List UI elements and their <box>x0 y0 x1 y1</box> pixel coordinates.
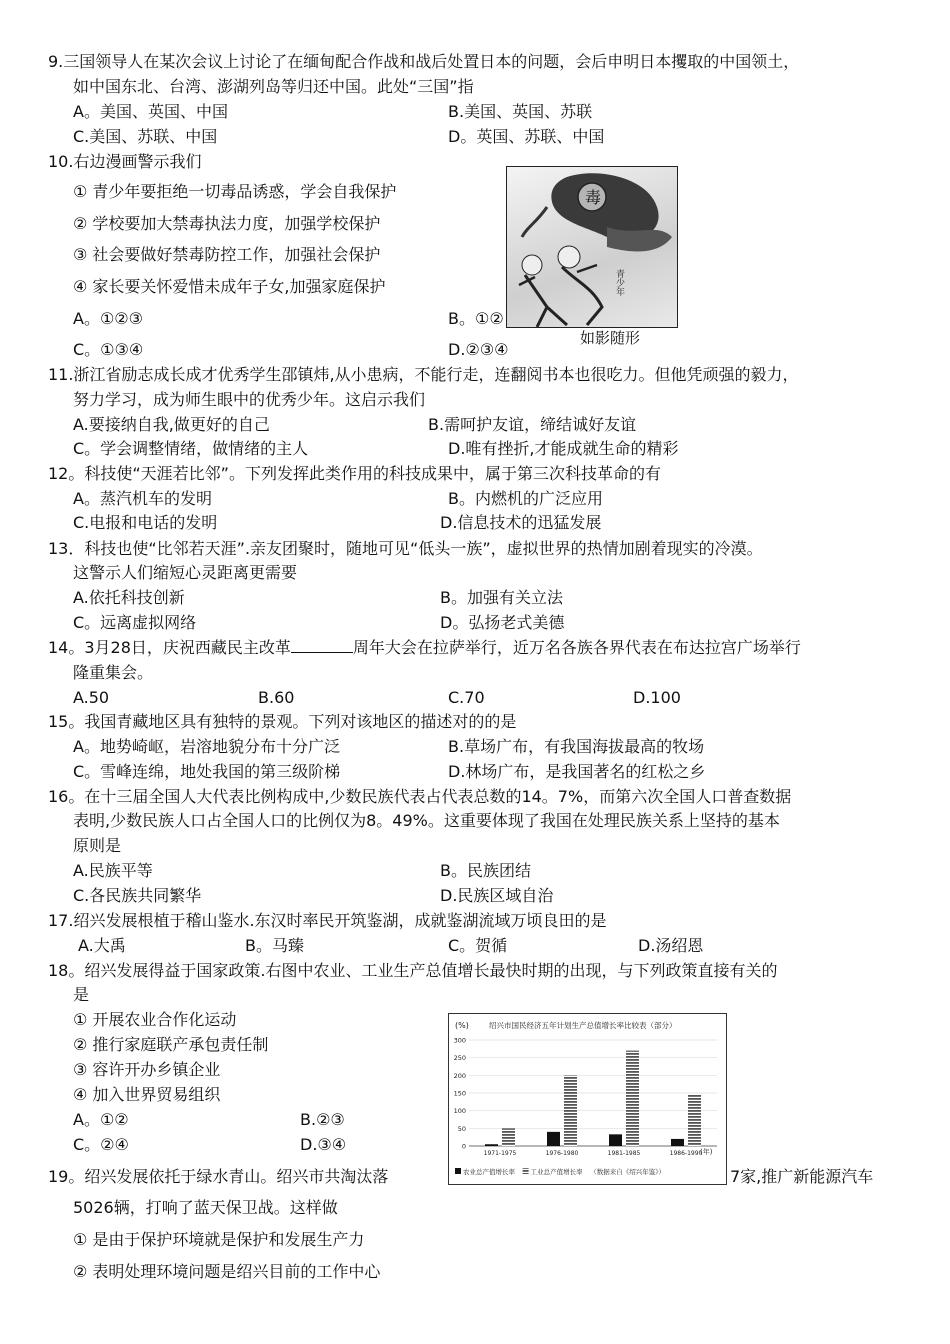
chart-title: 绍兴市国民经济五年计划生产总值增长率比较表（部分） <box>489 1021 677 1030</box>
q9-option-a: A。美国、英国、中国 <box>73 102 228 121</box>
q14-stem-line2: 隆重集会。 <box>73 663 154 682</box>
q18-option-c: C。②④ <box>73 1135 129 1154</box>
q18-statement-4: ④ 加入世界贸易组织 <box>73 1085 221 1104</box>
q13-stem-line1: 13．科技也使“比邻若天涯”.亲友团聚时，随地可见“低头一族”，虚拟世界的热情加剧着现实的冷漠。 <box>48 539 763 558</box>
q15-option-a: A。地势崎岖，岩溶地貌分布十分广泛 <box>73 737 340 756</box>
q19-statement-2: ② 表明处理环境问题是绍兴目前的工作中心 <box>73 1262 381 1281</box>
q10-option-c: C。①③④ <box>73 340 144 359</box>
q17-option-c: C。贺循 <box>448 936 508 955</box>
chart-bar <box>626 1051 639 1146</box>
q16-option-c: C.各民族共同繁华 <box>73 886 202 905</box>
q13-option-d: D。弘扬老式美德 <box>440 613 565 632</box>
q15-option-c: C。雪峰连绵，地处我国的第三级阶梯 <box>73 762 341 781</box>
q10-statement-4: ④ 家长要关怀爱惜未成年子女,加强家庭保护 <box>73 277 386 296</box>
q9-stem-line1: 9.三国领导人在某次会议上讨论了在缅甸配合作战和战后处置日本的问题，会后申明日本攫取的中国领土， <box>48 52 800 71</box>
q14-option-b: B.60 <box>258 688 295 707</box>
q16-option-b: B。民族团结 <box>440 861 531 880</box>
q18-stem-line1: 18。绍兴发展得益于国家政策.右图中农业、工业生产总值增长最快时期的出现，与下列政策直接有关的 <box>48 961 778 980</box>
q19-stem-line1-part1: 19。绍兴发展依托于绿水青山。绍兴市共淘汰落 <box>48 1167 389 1186</box>
chart-y-ticks <box>454 1037 466 1151</box>
chart-legend-label: 工业总产值增长率 <box>530 1168 583 1176</box>
q14-option-a: A.50 <box>73 688 110 707</box>
q14-option-d: D.100 <box>633 688 681 707</box>
q17-option-b: B。马臻 <box>245 936 304 955</box>
q12-option-b: B。内燃机的广泛应用 <box>448 489 603 508</box>
q18-stem-line2: 是 <box>73 985 90 1004</box>
q16-stem-line1: 16。在十三届全国人大代表比例构成中,少数民族代表占代表总数的14。7%，而第六次全国人口普查数据 <box>48 787 792 806</box>
chart-x-tick-label: 1981-1985 <box>607 1150 641 1157</box>
cartoon-image <box>506 166 678 328</box>
chart-legend-label: 农业总产值增长率 <box>463 1168 515 1176</box>
chart-legend <box>455 1167 665 1176</box>
q12-stem: 12。科技使“天涯若比邻”。下列发挥此类作用的科技成果中，属于第三次科技革命的有 <box>48 464 661 483</box>
growth-rate-chart <box>448 1013 727 1185</box>
q18-statement-1: ① 开展农业合作化运动 <box>73 1010 237 1029</box>
q14-option-c: C.70 <box>448 688 485 707</box>
q14-stem-part2: 周年大会在拉萨举行，近万名各族各界代表在布达拉宫广场举行 <box>352 638 801 657</box>
q14-stem-line1 <box>48 637 801 659</box>
q14-stem-part1: 14。3月28日，庆祝西藏民主改革 <box>48 638 291 657</box>
chart-y-tick-label: 100 <box>453 1107 466 1116</box>
q17-option-a: A.大禹 <box>78 936 126 955</box>
cartoon-drawing <box>507 167 677 327</box>
q15-option-b: B.草场广布，有我国海拔最高的牧场 <box>448 737 705 756</box>
q18-option-d: D.③④ <box>300 1135 347 1154</box>
chart-x-unit: (年) <box>700 1148 713 1156</box>
chart-x-tick-label: 1971-1975 <box>483 1150 517 1157</box>
q18-statement-3: ③ 容许开办乡镇企业 <box>73 1060 221 1079</box>
chart-y-tick-label: 200 <box>453 1071 466 1080</box>
chart-y-tick-label: 250 <box>453 1054 466 1063</box>
q10-option-d: D.②③④ <box>448 340 509 359</box>
q19-stem-line2: 5026辆，打响了蓝天保卫战。这样做 <box>73 1198 338 1217</box>
chart-y-tick-label: 150 <box>453 1089 466 1098</box>
q9-option-b: B.美国、英国、苏联 <box>448 102 593 121</box>
q17-option-d: D.汤绍恩 <box>638 936 704 955</box>
chart-bar <box>688 1095 701 1146</box>
chart-y-tick-label: 300 <box>453 1036 466 1045</box>
q13-option-b: B。加强有关立法 <box>440 588 563 607</box>
q18-option-a: A。①② <box>73 1110 129 1129</box>
q18-option-b: B.②③ <box>300 1110 345 1129</box>
chart-bar <box>502 1128 515 1146</box>
cartoon-youth-label: 青少年 <box>614 269 624 296</box>
q11-option-d: D.唯有挫折,才能成就生命的精彩 <box>448 439 679 458</box>
q19-statement-1: ① 是由于保护环境就是保护和发展生产力 <box>73 1230 365 1249</box>
chart-bars <box>485 1051 701 1146</box>
q13-option-c: C。远离虚拟网络 <box>73 613 197 632</box>
q12-option-d: D.信息技术的迅猛发展 <box>440 513 602 532</box>
q11-stem-line1: 11.浙江省励志成长成才优秀学生邵镇炜,从小患病，不能行走，连翻阅书本也很吃力。但他凭顽强的毅力， <box>48 365 799 384</box>
q10-option-a: A。①②③ <box>73 309 143 328</box>
chart-y-tick-label: 0 <box>461 1142 466 1151</box>
q9-option-c: C.美国、苏联、中国 <box>73 127 218 146</box>
q16-option-d: D.民族区域自治 <box>440 886 554 905</box>
chart-bar <box>485 1144 498 1146</box>
q13-stem-line2: 这警示人们缩短心灵距离更需要 <box>73 563 298 582</box>
chart-legend-swatch <box>523 1168 529 1174</box>
q19-stem-line1-part2: 7家,推广新能源汽车 <box>730 1167 874 1186</box>
cartoon-caption: 如影随形 <box>580 329 641 347</box>
q9-stem-line2: 如中国东北、台湾、澎湖列岛等归还中国。此处“三国”指 <box>73 77 474 96</box>
chart-bar <box>564 1075 577 1146</box>
chart-legend-swatch <box>455 1168 461 1174</box>
q15-option-d: D.林场广布，是我国著名的红松之乡 <box>448 762 706 781</box>
q11-option-c: C。学会调整情绪，做情绪的主人 <box>73 439 309 458</box>
q16-stem-line2: 表明,少数民族人口占全国人口的比例仅为8。49%。这重要体现了我国在处理民族关系上坚持的基本 <box>73 811 780 830</box>
chart-x-tick-label: 1976-1980 <box>545 1150 579 1157</box>
chart-x-ticks <box>484 1150 703 1157</box>
q17-stem: 17.绍兴发展根植于稽山鉴水.东汉时率民开筑鉴湖，成就鉴湖流域万顷良田的是 <box>48 911 607 930</box>
chart-x-tick-label: 1986-1990 <box>669 1150 703 1157</box>
q10-option-b: B。①② <box>448 309 504 328</box>
chart-bar <box>671 1139 684 1146</box>
cartoon-drug-label: 毒 <box>585 188 602 207</box>
q18-statement-2: ② 推行家庭联产承包责任制 <box>73 1035 269 1054</box>
q12-option-c: C.电报和电话的发明 <box>73 513 218 532</box>
q9-option-d: D。英国、苏联、中国 <box>448 127 605 146</box>
chart-bar <box>547 1132 560 1146</box>
q11-option-b: B.需呵护友谊，缔结诚好友谊 <box>428 415 637 434</box>
q15-stem: 15。我国青藏地区具有独特的景观。下列对该地区的描述对的的是 <box>48 712 517 731</box>
q10-statement-3: ③ 社会要做好禁毒防控工作，加强社会保护 <box>73 245 381 264</box>
chart-bar <box>609 1134 622 1146</box>
q10-statement-2: ② 学校要加大禁毒执法力度，加强学校保护 <box>73 214 381 233</box>
chart-y-tick-label: 50 <box>457 1124 466 1133</box>
q16-stem-line3: 原则是 <box>73 836 122 855</box>
growth-rate-chart-svg <box>449 1014 726 1184</box>
chart-source-note: （数据来自《绍兴年鉴》） <box>590 1168 665 1176</box>
q16-option-a: A.民族平等 <box>73 861 153 880</box>
q11-stem-line2: 努力学习，成为师生眼中的优秀少年。这启示我们 <box>73 390 426 409</box>
q10-statement-1: ① 青少年要拒绝一切毒品诱惑，学会自我保护 <box>73 182 397 201</box>
q13-option-a: A.依托科技创新 <box>73 588 185 607</box>
chart-y-axis-label: (%) <box>455 1021 469 1030</box>
q12-option-a: A。蒸汽机车的发明 <box>73 489 212 508</box>
q11-option-a: A.要接纳自我,做更好的自己 <box>73 415 270 434</box>
q14-answer-blank <box>291 638 353 653</box>
q10-stem: 10.右边漫画警示我们 <box>48 152 202 171</box>
